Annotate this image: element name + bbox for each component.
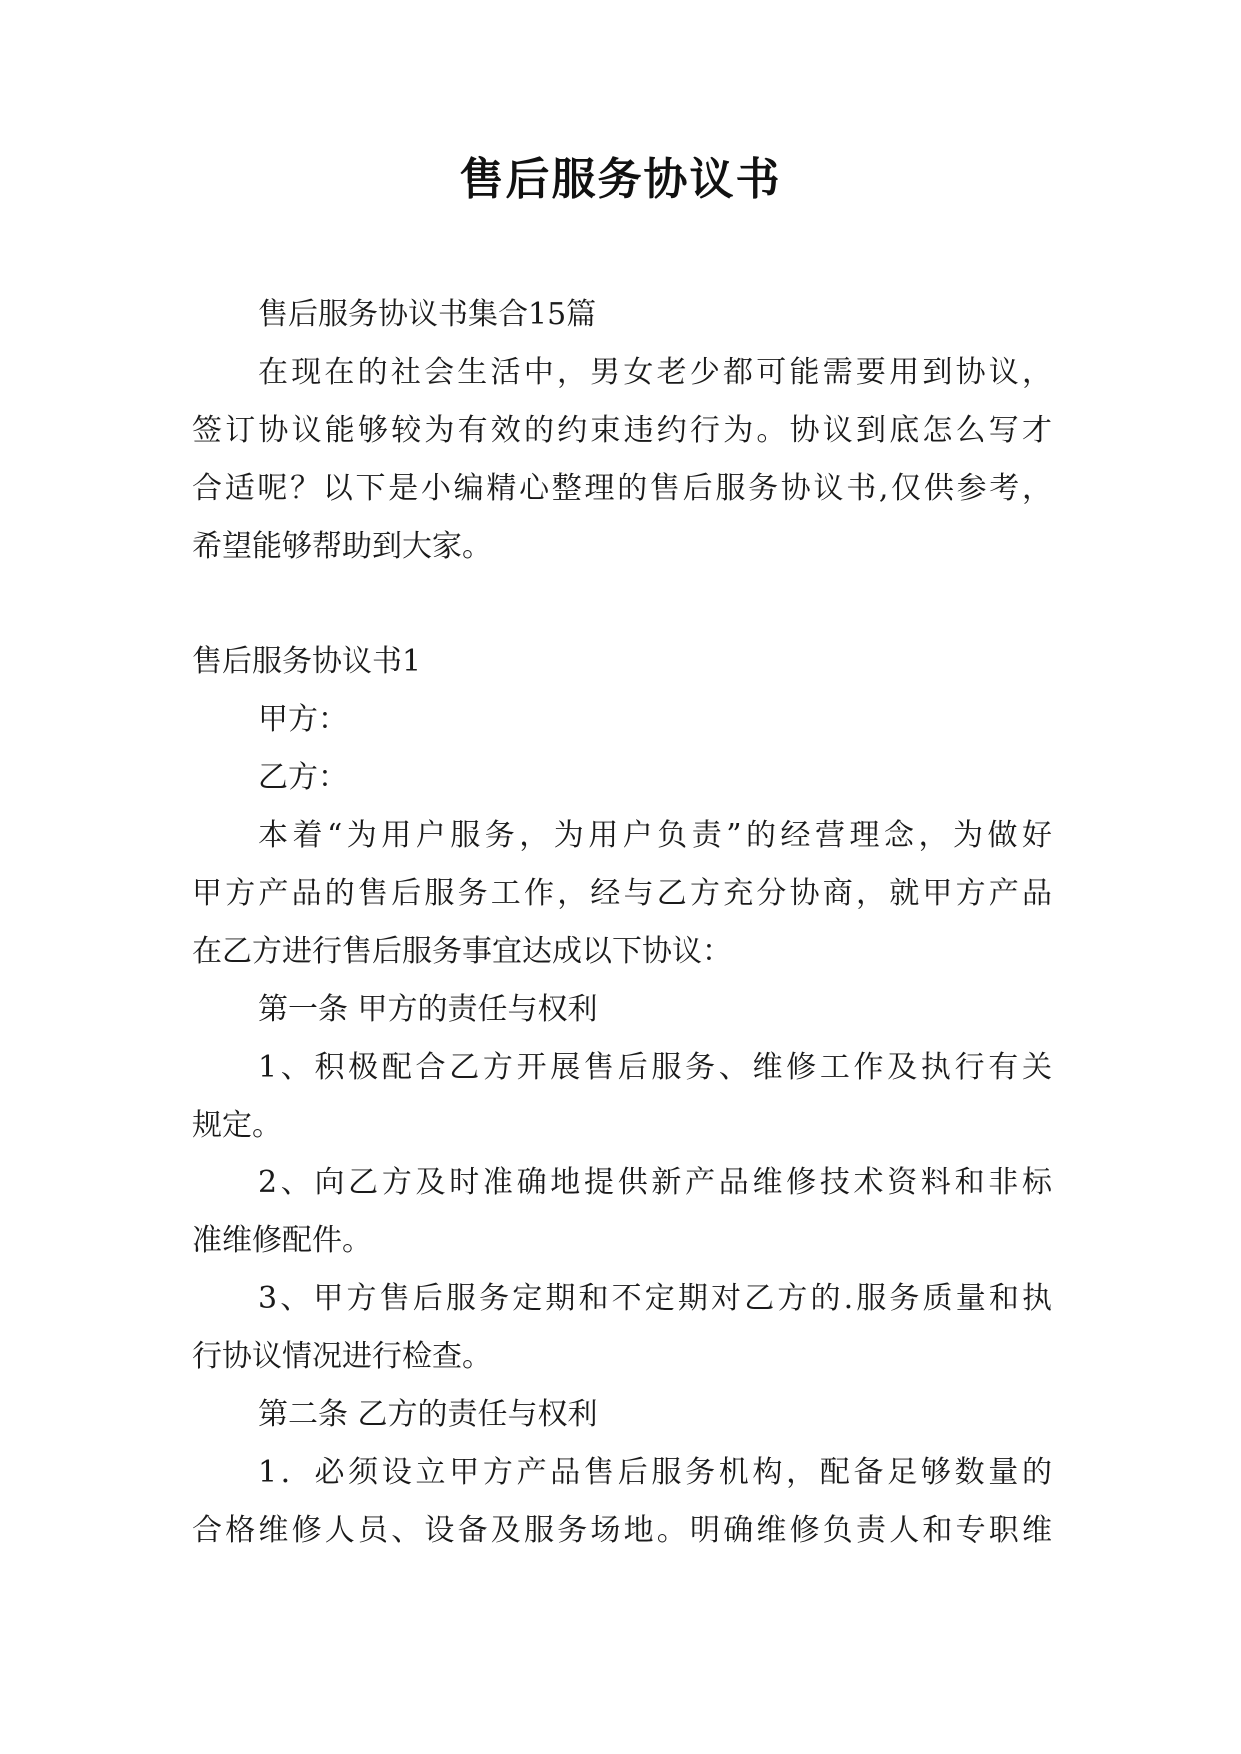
document-body	[192, 286, 1052, 1560]
paragraph-line: 合适呢？以下是小编精心整理的售后服务协议书,仅供参考，	[192, 470, 1052, 506]
paragraph-line: 甲方产品的售后服务工作，经与乙方充分协商，就甲方产品	[192, 876, 1052, 912]
paragraph-line: 规定。	[192, 1107, 282, 1143]
paragraph-line: 2、向乙方及时准确地提供新产品维修技术资料和非标	[258, 1165, 1052, 1201]
paragraph-line: 在现在的社会生活中，男女老少都可能需要用到协议，	[258, 354, 1052, 390]
article-heading: 第一条 甲方的责任与权利	[258, 991, 598, 1027]
paragraph-line: 准维修配件。	[192, 1223, 372, 1259]
paragraph-line: 在乙方进行售后服务事宜达成以下协议：	[192, 933, 732, 969]
party-b-label: 乙方：	[258, 760, 348, 796]
article-heading: 第二条 乙方的责任与权利	[258, 1397, 598, 1433]
paragraph-line: 1．必须设立甲方产品售后服务机构，配备足够数量的	[258, 1454, 1052, 1490]
document-title: 售后服务协议书	[459, 154, 782, 205]
paragraph-line: 本着“为用户服务，为用户负责”的经营理念，为做好	[258, 818, 1052, 854]
party-a-label: 甲方：	[258, 702, 348, 738]
paragraph-line: 希望能够帮助到大家。	[192, 528, 492, 564]
paragraph-line: 行协议情况进行检查。	[192, 1339, 492, 1375]
paragraph-line: 售后服务协议书集合15篇	[258, 297, 597, 332]
paragraph-line: 1、积极配合乙方开展售后服务、维修工作及执行有关	[258, 1049, 1052, 1085]
paragraph-line: 签订协议能够较为有效的约束违约行为。协议到底怎么写才	[192, 412, 1052, 448]
section-heading: 售后服务协议书1	[192, 644, 422, 680]
paragraph-line: 合格维修人员、设备及服务场地。明确维修负责人和专职维	[192, 1512, 1052, 1548]
section-gap	[192, 575, 1052, 633]
paragraph-line: 3、甲方售后服务定期和不定期对乙方的.服务质量和执	[258, 1281, 1052, 1317]
